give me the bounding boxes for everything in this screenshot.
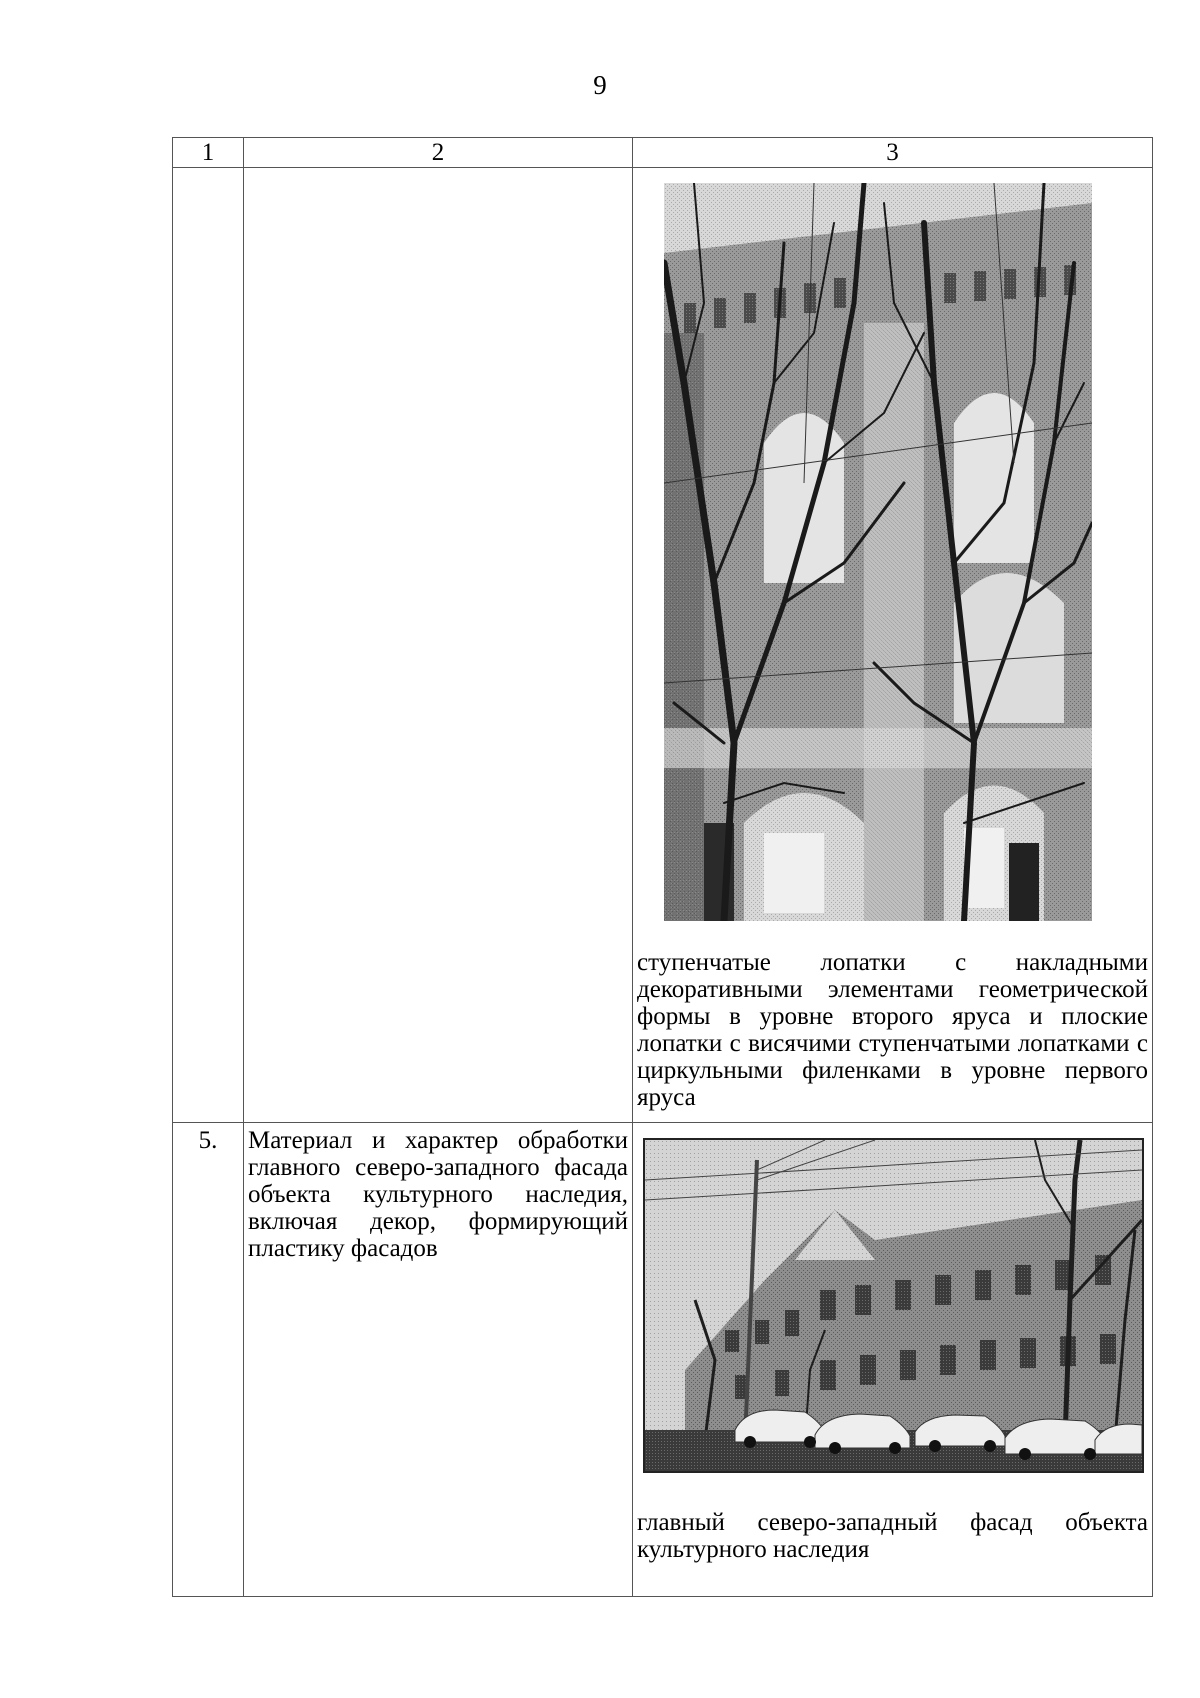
- photo-caption: ступенчатые лопатки с накладными декоративными элементами геометрической формы в уровне второго яруса и плоские лопатки с висячими ступенчатыми лопатками с циркульными филенками в уровне первого яруса: [637, 949, 1148, 1111]
- main-facade-photo: [643, 1138, 1144, 1473]
- facade-detail-photo: [664, 183, 1092, 921]
- table-row: [173, 168, 1153, 1123]
- row-number: 5.: [173, 1123, 244, 1597]
- document-table: [172, 137, 1153, 1597]
- column-header-3: 3: [633, 138, 1153, 168]
- column-header-1: 1: [173, 138, 244, 168]
- photo-caption: главный северо-западный фасад объекта культурного наследия: [637, 1509, 1148, 1563]
- page-number: 9: [593, 70, 607, 100]
- row-description: [244, 168, 633, 1123]
- row-number: [173, 168, 244, 1123]
- row-description: Материал и характер обработки главного северо-западного фасада объекта культурного наследия, включая декор, формирующий пластику фасадов: [244, 1123, 633, 1597]
- table-row: [173, 1123, 1153, 1597]
- table-header-row: [173, 138, 1153, 168]
- row-image-cell: [633, 168, 1153, 1123]
- row-image-cell: [633, 1123, 1153, 1597]
- column-header-2: 2: [244, 138, 633, 168]
